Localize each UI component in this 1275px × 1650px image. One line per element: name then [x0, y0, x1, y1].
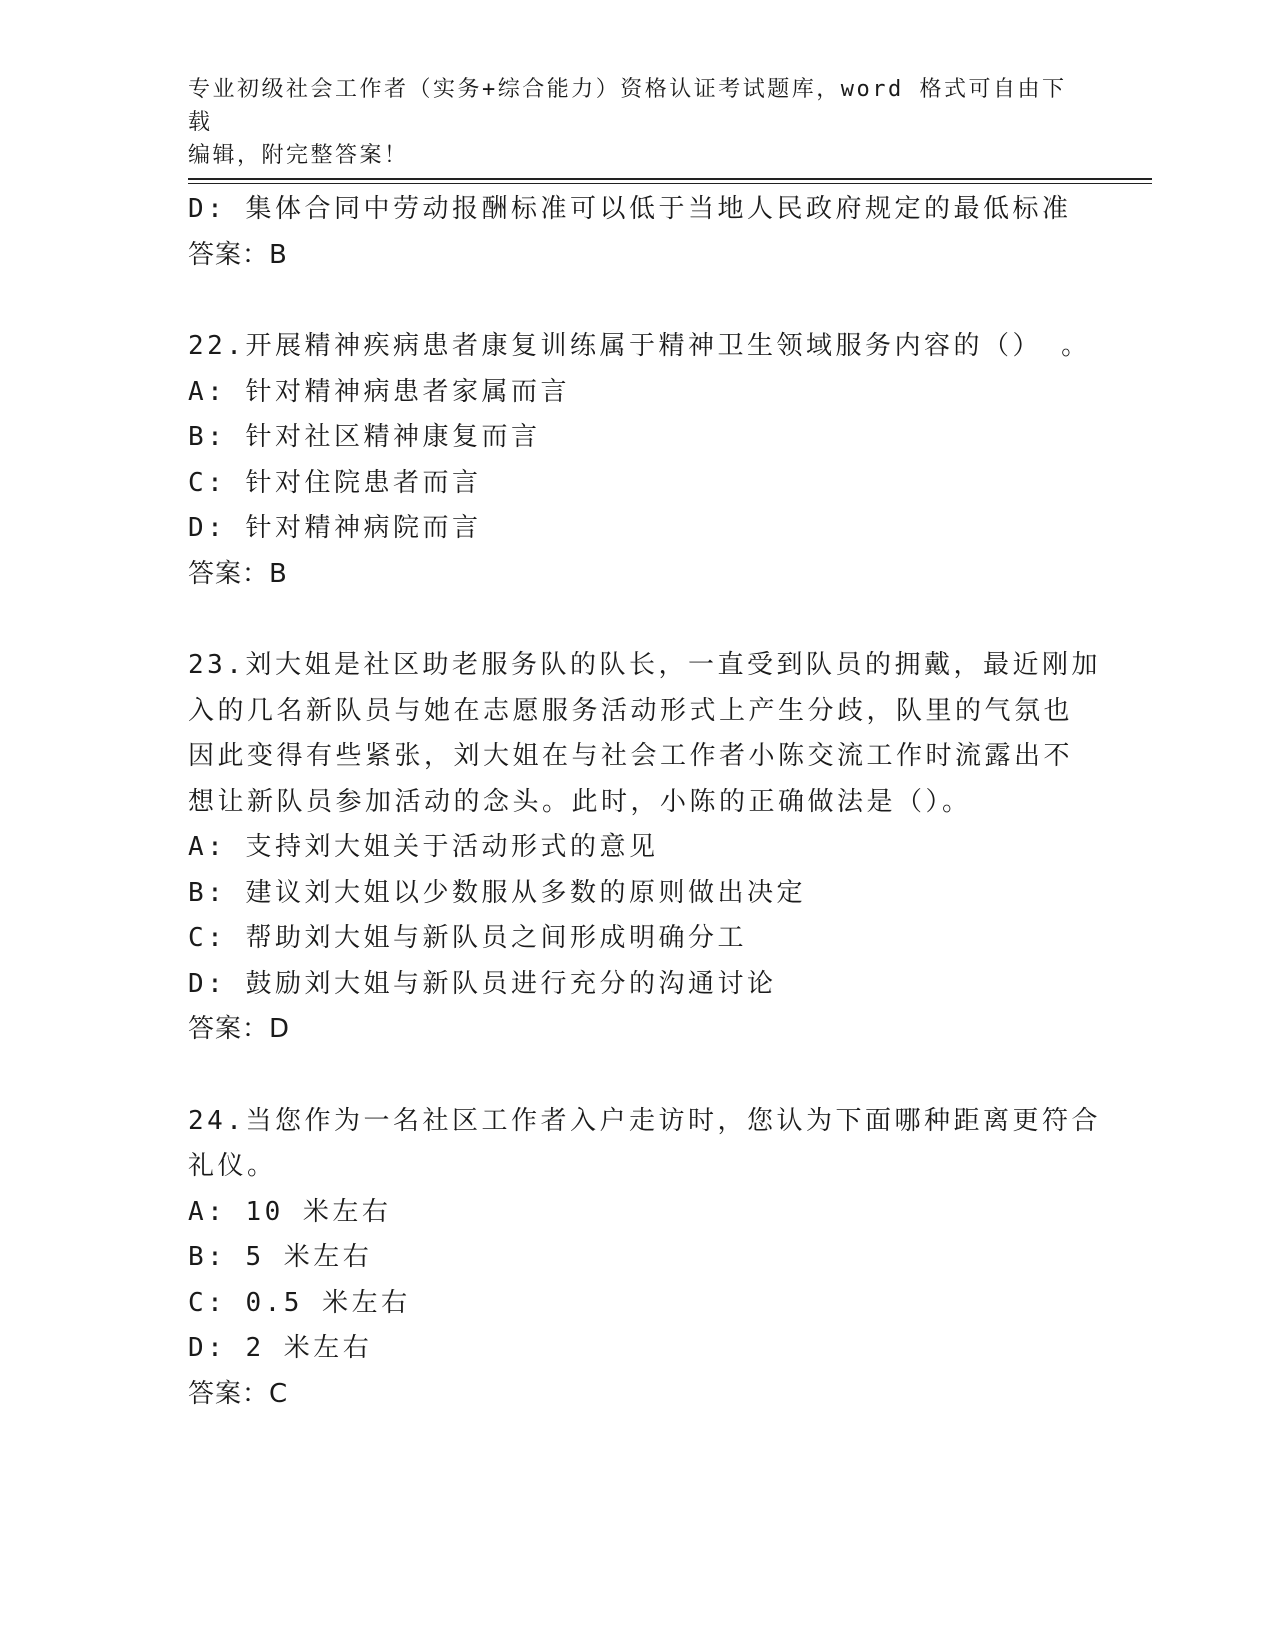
answer: 答案：B [188, 239, 288, 270]
document-header [188, 73, 1088, 172]
question-21 [188, 187, 1088, 278]
question-stem-line-1: 23.刘大姐是社区助老服务队的队长，一直受到队员的拥戴，最近刚加 [188, 650, 1101, 680]
option-d: D: 针对精神病院而言 [188, 513, 482, 543]
option-c: C: 帮助刘大姐与新队员之间形成明确分工 [188, 923, 747, 953]
header-line-2: 编辑，附完整答案！ [188, 143, 409, 168]
option-a: A: 10 米左右 [188, 1196, 392, 1227]
answer: 答案：C [188, 1378, 289, 1409]
option-b: B: 针对社区精神康复而言 [188, 422, 541, 452]
question-stem-line-2: 礼仪。 [188, 1151, 277, 1181]
header-rule-thick [188, 178, 1152, 180]
spacer [188, 278, 1088, 324]
spacer [188, 1053, 1088, 1099]
option-d: D: 2 米左右 [188, 1333, 373, 1363]
option-d: D: 鼓励刘大姐与新队员进行充分的沟通讨论 [188, 968, 777, 999]
question-23 [188, 643, 1101, 1053]
answer: 答案：B [188, 558, 288, 589]
question-22 [188, 324, 1091, 597]
header-rule-thin [188, 183, 1152, 184]
option-c: C: 针对住院患者而言 [188, 467, 482, 498]
option-c: C: 0.5 米左右 [188, 1287, 411, 1318]
option-d: D: 集体合同中劳动报酬标准可以低于当地人民政府规定的最低标准 [188, 194, 1072, 224]
option-b: B: 5 米左右 [188, 1242, 373, 1272]
answer: 答案：D [188, 1014, 291, 1044]
question-stem: 22.开展精神疾病患者康复训练属于精神卫生领域服务内容的（） 。 [188, 331, 1091, 361]
option-a: A: 针对精神病患者家属而言 [188, 376, 570, 407]
question-list [188, 187, 1101, 1417]
question-24 [188, 1099, 1101, 1418]
option-b: B: 建议刘大姐以少数服从多数的原则做出决定 [188, 877, 806, 908]
header-line-1: 专业初级社会工作者（实务+综合能力）资格认证考试题库，word 格式可自由下载 [188, 77, 1067, 135]
question-stem-line-1: 24.当您作为一名社区工作者入户走访时，您认为下面哪种距离更符合 [188, 1105, 1101, 1136]
question-stem-line-2: 入的几名新队员与她在志愿服务活动形式上产生分歧，队里的气氛也 [188, 695, 1074, 726]
option-a: A: 支持刘大姐关于活动形式的意见 [188, 832, 659, 862]
question-stem-line-3: 因此变得有些紧张，刘大姐在与社会工作者小陈交流工作时流露出不 [188, 741, 1074, 771]
spacer [188, 597, 1088, 643]
question-stem-line-4: 想让新队员参加活动的念头。此时，小陈的正确做法是（）。 [188, 786, 972, 817]
